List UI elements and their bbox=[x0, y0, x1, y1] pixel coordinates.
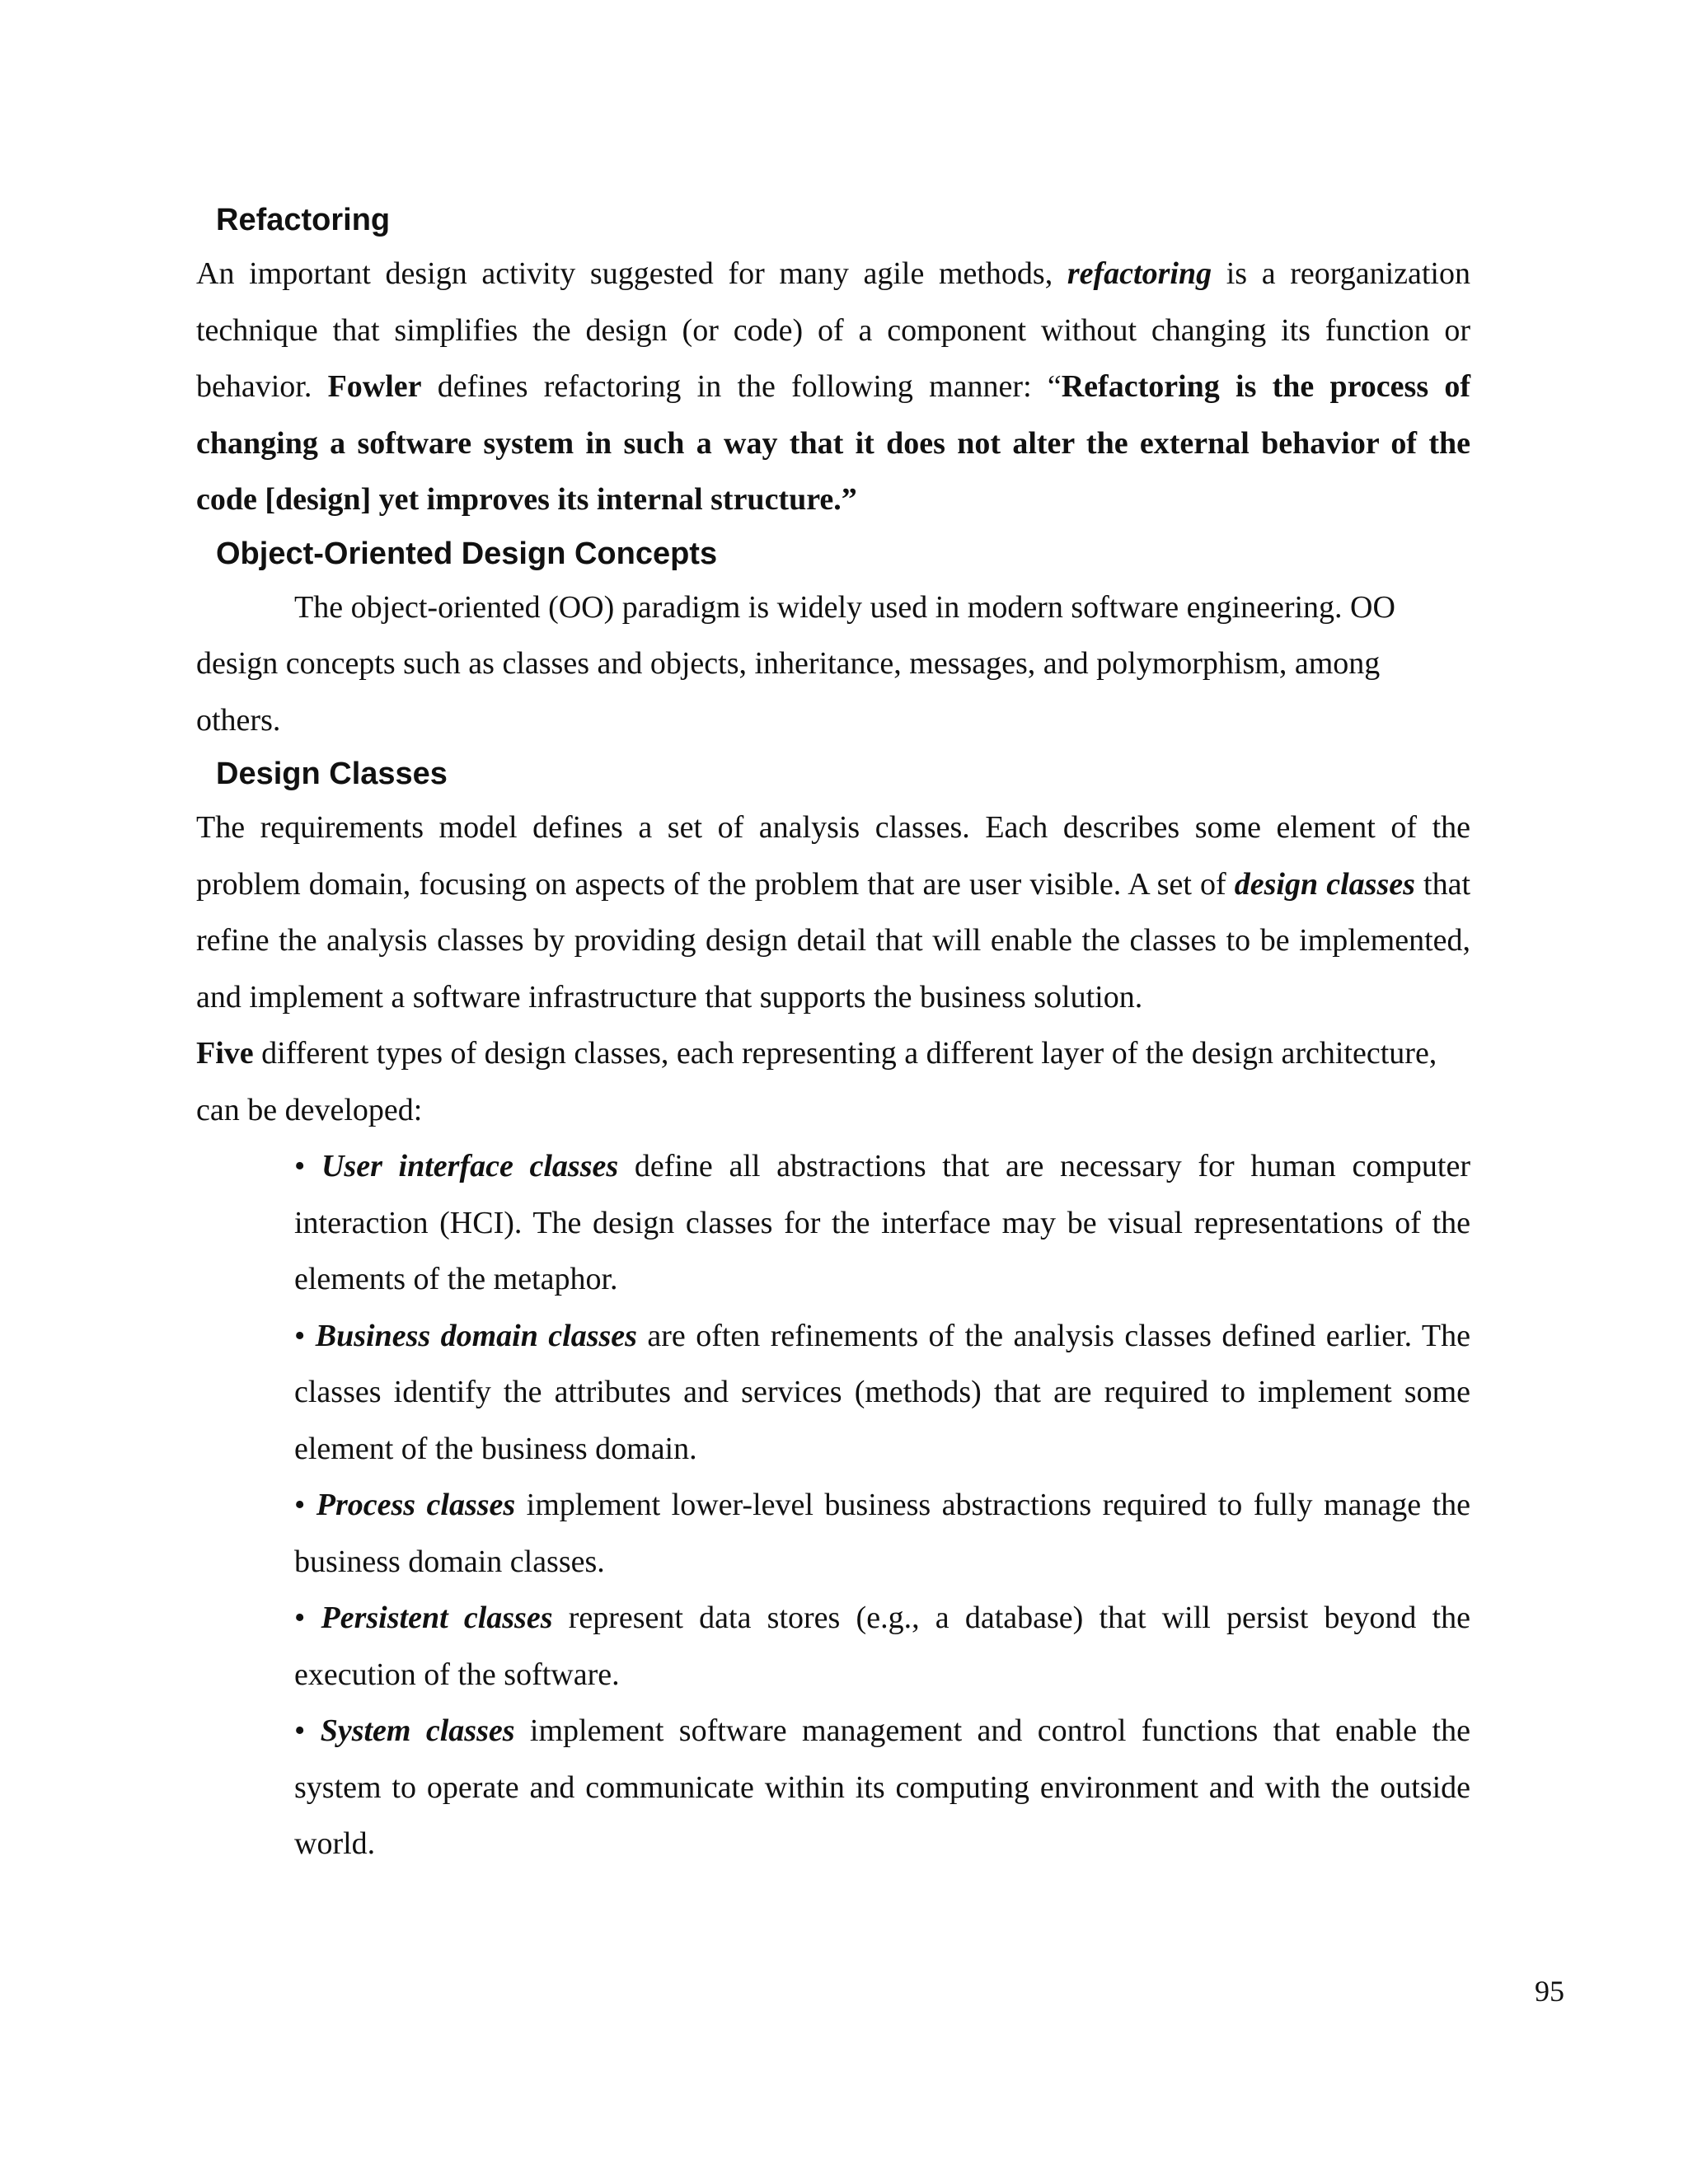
term-system-classes: System classes bbox=[320, 1713, 515, 1748]
five-types-paragraph: Five different types of design classes, each representing a different layer of the design architecture, can be developed: bbox=[196, 1036, 1437, 1127]
term-persistent-classes: Persistent classes bbox=[321, 1601, 553, 1635]
list-item: • Process classes implement lower-level business abstractions required to fully manage the business domain classes. bbox=[294, 1488, 1471, 1579]
five-bold: Five bbox=[196, 1036, 254, 1071]
refactoring-paragraph: An important design activity suggested for many agile methods, refactoring is a reorganization technique that simplifies the design (or code) of a component without changing its function or behavior. Fowler defines refactoring in the following manner: “Refactoring is the process of changing a software system in such a way that it does not alter the external behavior of the code [design] yet improves its internal structure.” bbox=[196, 256, 1470, 517]
list-item: • Business domain classes are often refinements of the analysis classes defined earlier. The classes identify the attributes and services (methods) that are required to implement some element of the business domain. bbox=[294, 1318, 1470, 1466]
page-number: 95 bbox=[1535, 1975, 1564, 2008]
design-classes-paragraph: The requirements model defines a set of analysis classes. Each describes some element of the problem domain, focusing on aspects of the problem that are user visible. A set of design classes that refine the analysis classes by providing design detail that will enable the classes to be implemented, and implement a software infrastructure that supports the business solution. bbox=[196, 810, 1471, 1015]
design-class-types-list bbox=[294, 1138, 1470, 1872]
list-item: • System classes implement software management and control functions that enable the system to operate and communicate within its computing environment and with the outside world. bbox=[294, 1713, 1470, 1861]
term-business-domain-classes: Business domain classes bbox=[315, 1318, 637, 1353]
list-item: • User interface classes define all abstractions that are necessary for human computer interaction (HCI). The design classes for the interface may be visual representations of the elements of the metaphor. bbox=[294, 1149, 1470, 1296]
section-heading-design-classes: Design Classes bbox=[216, 757, 448, 791]
term-user-interface-classes: User interface classes bbox=[321, 1149, 619, 1183]
term-design-classes: design classes bbox=[1234, 866, 1415, 902]
section-heading-refactoring: Refactoring bbox=[216, 203, 391, 237]
term-refactoring: refactoring bbox=[1067, 256, 1212, 291]
fowler-quote: Refactoring is the process of changing a software system in such a way that it does not alter the external behavior of the code [design] yet improves its internal structure.” bbox=[196, 369, 1470, 517]
section-heading-oo-design: Object-Oriented Design Concepts bbox=[216, 536, 718, 571]
list-item: • Persistent classes represent data stores (e.g., a database) that will persist beyond the execution of the software. bbox=[294, 1601, 1470, 1692]
term-process-classes: Process classes bbox=[316, 1488, 516, 1522]
page-content bbox=[196, 194, 1470, 1872]
oo-paragraph: The object-oriented (OO) paradigm is widely used in modern software engineering. OO design concepts such as classes and objects, inheritance, messages, and polymorphism, among others. bbox=[196, 589, 1395, 738]
author-name: Fowler bbox=[327, 369, 422, 404]
